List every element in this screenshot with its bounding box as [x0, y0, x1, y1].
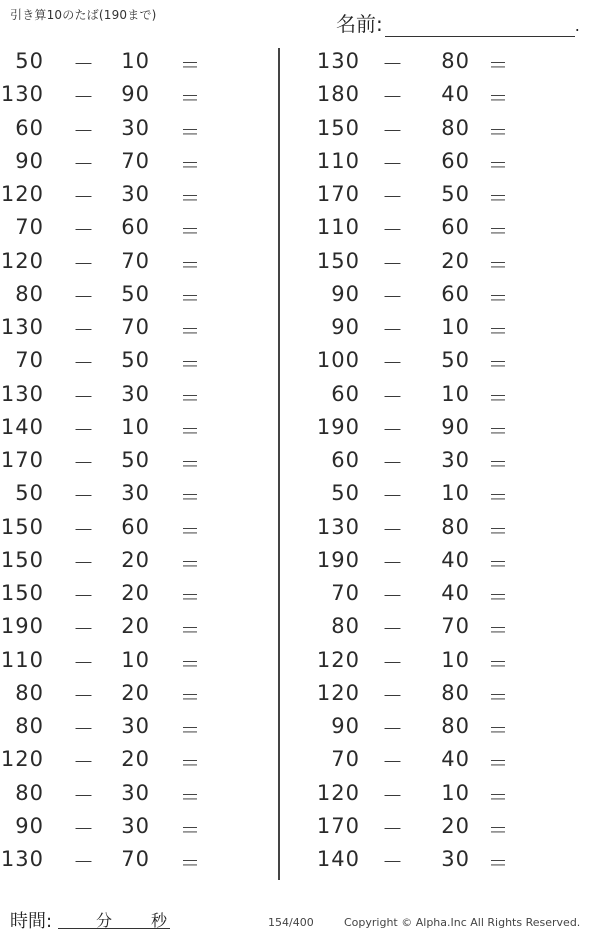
- subtrahend: 40: [441, 82, 470, 107]
- equals-sign: ＝: [488, 684, 508, 709]
- minus-sign: －: [382, 351, 403, 376]
- subtrahend: 10: [441, 647, 470, 672]
- subtrahend: 70: [121, 315, 150, 339]
- minuend: 80: [331, 614, 360, 639]
- minus-sign: －: [382, 417, 403, 442]
- subtrahend: 10: [441, 381, 470, 406]
- minus-sign: －: [73, 617, 94, 642]
- minus-sign: －: [73, 584, 94, 608]
- minus-sign: －: [73, 717, 94, 741]
- minuend: 100: [316, 348, 360, 373]
- subtrahend: 70: [121, 847, 150, 871]
- minus-sign: －: [382, 284, 403, 309]
- subtrahend: 90: [121, 82, 150, 107]
- minuend: 90: [15, 148, 44, 173]
- subtrahend: 60: [441, 281, 470, 306]
- minuend: 110: [316, 215, 360, 240]
- minus-sign: －: [382, 717, 403, 741]
- equals-sign: ＝: [488, 385, 508, 410]
- minuend: 150: [0, 514, 44, 539]
- minuend: 120: [316, 647, 360, 672]
- subtrahend: 20: [121, 581, 150, 605]
- subtrahend: 10: [441, 481, 470, 506]
- subtrahend: 30: [121, 115, 150, 140]
- minuend: 50: [15, 49, 44, 73]
- equals-sign: ＝: [488, 518, 508, 543]
- minuend: 110: [0, 647, 44, 672]
- equals-sign: ＝: [488, 285, 508, 310]
- minus-sign: －: [73, 850, 94, 874]
- minus-sign: －: [73, 185, 94, 209]
- minus-sign: －: [382, 484, 403, 509]
- equals-sign: ＝: [488, 319, 508, 343]
- subtrahend: 30: [121, 381, 150, 406]
- equals-sign: ＝: [488, 252, 508, 277]
- minus-sign: －: [382, 816, 403, 841]
- minuend: 50: [15, 481, 44, 506]
- subtrahend: 10: [121, 647, 150, 672]
- equals-sign: ＝: [180, 285, 200, 310]
- name-end-dot: .: [574, 16, 580, 35]
- subtrahend: 70: [441, 614, 470, 639]
- minuend: 190: [316, 414, 360, 439]
- minuend: 90: [331, 714, 360, 738]
- equals-sign: ＝: [488, 219, 508, 244]
- subtrahend: 40: [441, 581, 470, 605]
- minus-sign: －: [382, 251, 403, 276]
- minus-sign: －: [73, 351, 94, 376]
- minus-sign: －: [382, 185, 403, 209]
- seconds-label: 秒: [151, 911, 168, 930]
- equals-sign: ＝: [488, 817, 508, 842]
- minuend: 140: [0, 414, 44, 439]
- minus-sign: －: [382, 318, 403, 342]
- minus-sign: －: [382, 550, 403, 575]
- name-label: 名前:: [336, 12, 383, 36]
- column-divider: [278, 48, 280, 880]
- subtrahend: 60: [121, 514, 150, 539]
- minuend: 170: [316, 182, 360, 206]
- minus-sign: －: [73, 750, 94, 775]
- minuend: 150: [0, 547, 44, 572]
- equals-sign: ＝: [180, 618, 200, 643]
- minuend: 130: [0, 82, 44, 107]
- minus-sign: －: [382, 683, 403, 708]
- subtrahend: 10: [441, 315, 470, 339]
- subtrahend: 60: [121, 215, 150, 240]
- minuend: 140: [316, 847, 360, 871]
- equals-sign: ＝: [180, 684, 200, 709]
- minus-sign: －: [382, 451, 403, 475]
- subtrahend: 10: [121, 49, 150, 73]
- minus-sign: －: [73, 816, 94, 841]
- equals-sign: ＝: [488, 485, 508, 510]
- minuend: 50: [331, 481, 360, 506]
- subtrahend: 30: [121, 780, 150, 805]
- minuend: 120: [316, 680, 360, 705]
- subtrahend: 80: [441, 714, 470, 738]
- subtrahend: 50: [121, 281, 150, 306]
- minuend: 150: [316, 248, 360, 273]
- minus-sign: －: [73, 451, 94, 475]
- equals-sign: ＝: [180, 319, 200, 343]
- minuend: 190: [0, 614, 44, 639]
- minuend: 130: [316, 514, 360, 539]
- subtrahend: 50: [121, 348, 150, 373]
- minuend: 80: [15, 780, 44, 805]
- minus-sign: －: [73, 251, 94, 276]
- equals-sign: ＝: [488, 851, 508, 875]
- minuend: 80: [15, 680, 44, 705]
- minuend: 130: [0, 381, 44, 406]
- equals-sign: ＝: [180, 186, 200, 210]
- minuend: 190: [316, 547, 360, 572]
- subtrahend: 20: [441, 248, 470, 273]
- minuend: 130: [0, 315, 44, 339]
- equals-sign: ＝: [488, 352, 508, 377]
- equals-sign: ＝: [488, 751, 508, 776]
- equals-sign: ＝: [180, 452, 200, 476]
- minus-sign: －: [382, 52, 403, 76]
- minus-sign: －: [382, 85, 403, 110]
- subtrahend: 30: [441, 847, 470, 871]
- subtrahend: 50: [121, 448, 150, 472]
- minus-sign: －: [382, 118, 403, 143]
- worksheet-title: 引き算10のたば(190まで): [10, 8, 157, 22]
- minuend: 120: [0, 182, 44, 206]
- minus-sign: －: [73, 484, 94, 509]
- minuend: 70: [331, 581, 360, 605]
- minutes-label: 分: [96, 911, 113, 930]
- equals-sign: ＝: [180, 651, 200, 676]
- minus-sign: －: [73, 85, 94, 110]
- minus-sign: －: [382, 517, 403, 542]
- page-number: 154/400: [268, 916, 314, 929]
- equals-sign: ＝: [488, 551, 508, 576]
- minus-sign: －: [73, 517, 94, 542]
- equals-sign: ＝: [180, 86, 200, 111]
- minus-sign: －: [73, 550, 94, 575]
- minuend: 70: [15, 215, 44, 240]
- minus-sign: －: [382, 584, 403, 608]
- equals-sign: ＝: [488, 119, 508, 144]
- equals-sign: ＝: [488, 618, 508, 643]
- equals-sign: ＝: [488, 53, 508, 77]
- equals-sign: ＝: [180, 784, 200, 809]
- minus-sign: －: [382, 650, 403, 675]
- minuend: 170: [316, 813, 360, 838]
- minuend: 180: [316, 82, 360, 107]
- minus-sign: －: [73, 384, 94, 409]
- equals-sign: ＝: [488, 784, 508, 809]
- equals-sign: ＝: [180, 385, 200, 410]
- equals-sign: ＝: [180, 219, 200, 244]
- minus-sign: －: [382, 850, 403, 874]
- equals-sign: ＝: [488, 452, 508, 476]
- minuend: 60: [331, 448, 360, 472]
- equals-sign: ＝: [180, 352, 200, 377]
- subtrahend: 30: [121, 813, 150, 838]
- minuend: 150: [0, 581, 44, 605]
- subtrahend: 80: [441, 514, 470, 539]
- subtrahend: 80: [441, 680, 470, 705]
- subtrahend: 10: [441, 780, 470, 805]
- subtrahend: 20: [121, 680, 150, 705]
- equals-sign: ＝: [180, 551, 200, 576]
- minuend: 120: [316, 780, 360, 805]
- minuend: 120: [0, 248, 44, 273]
- minus-sign: －: [73, 218, 94, 243]
- minus-sign: －: [382, 750, 403, 775]
- minuend: 130: [316, 49, 360, 73]
- subtrahend: 50: [441, 348, 470, 373]
- minuend: 130: [0, 847, 44, 871]
- subtrahend: 80: [441, 115, 470, 140]
- equals-sign: ＝: [180, 418, 200, 443]
- subtrahend: 40: [441, 547, 470, 572]
- minus-sign: －: [73, 417, 94, 442]
- equals-sign: ＝: [180, 53, 200, 77]
- equals-sign: ＝: [488, 585, 508, 609]
- equals-sign: ＝: [488, 651, 508, 676]
- minus-sign: －: [73, 783, 94, 808]
- equals-sign: ＝: [488, 718, 508, 742]
- subtrahend: 70: [121, 248, 150, 273]
- subtrahend: 20: [121, 547, 150, 572]
- equals-sign: ＝: [180, 585, 200, 609]
- minus-sign: －: [73, 650, 94, 675]
- minuend: 170: [0, 448, 44, 472]
- equals-sign: ＝: [180, 817, 200, 842]
- minus-sign: －: [73, 151, 94, 176]
- minus-sign: －: [73, 284, 94, 309]
- equals-sign: ＝: [488, 186, 508, 210]
- minus-sign: －: [73, 52, 94, 76]
- name-field: [336, 8, 580, 37]
- minus-sign: －: [73, 118, 94, 143]
- minus-sign: －: [382, 617, 403, 642]
- minuend: 60: [331, 381, 360, 406]
- subtrahend: 30: [121, 714, 150, 738]
- minus-sign: －: [382, 783, 403, 808]
- equals-sign: ＝: [488, 418, 508, 443]
- minus-sign: －: [73, 318, 94, 342]
- subtrahend: 90: [441, 414, 470, 439]
- copyright-notice: Copyright © Alpha.Inc All Rights Reserved.: [344, 916, 581, 929]
- minuend: 70: [331, 747, 360, 772]
- minus-sign: －: [382, 218, 403, 243]
- equals-sign: ＝: [180, 518, 200, 543]
- minuend: 120: [0, 747, 44, 772]
- equals-sign: ＝: [180, 718, 200, 742]
- minus-sign: －: [382, 384, 403, 409]
- minuend: 80: [15, 281, 44, 306]
- equals-sign: ＝: [180, 485, 200, 510]
- minus-sign: －: [73, 683, 94, 708]
- equals-sign: ＝: [180, 119, 200, 144]
- minuend: 110: [316, 148, 360, 173]
- minuend: 90: [331, 281, 360, 306]
- subtrahend: 60: [441, 148, 470, 173]
- equals-sign: ＝: [488, 152, 508, 177]
- equals-sign: ＝: [180, 851, 200, 875]
- subtrahend: 20: [121, 614, 150, 639]
- minuend: 80: [15, 714, 44, 738]
- minuend: 90: [331, 315, 360, 339]
- worksheet-footer: [0, 907, 600, 935]
- subtrahend: 80: [441, 49, 470, 73]
- subtrahend: 70: [121, 148, 150, 173]
- subtrahend: 20: [441, 813, 470, 838]
- equals-sign: ＝: [180, 252, 200, 277]
- equals-sign: ＝: [180, 152, 200, 177]
- subtrahend: 30: [441, 448, 470, 472]
- time-label: 時間:: [10, 911, 53, 932]
- subtrahend: 60: [441, 215, 470, 240]
- subtrahend: 30: [121, 481, 150, 506]
- minuend: 90: [15, 813, 44, 838]
- subtrahend: 50: [441, 182, 470, 206]
- minuend: 150: [316, 115, 360, 140]
- equals-sign: ＝: [180, 751, 200, 776]
- subtrahend: 10: [121, 414, 150, 439]
- equals-sign: ＝: [488, 86, 508, 111]
- subtrahend: 20: [121, 747, 150, 772]
- minuend: 60: [15, 115, 44, 140]
- minus-sign: －: [382, 151, 403, 176]
- name-blank-line: [385, 18, 575, 37]
- minuend: 70: [15, 348, 44, 373]
- subtrahend: 40: [441, 747, 470, 772]
- subtrahend: 30: [121, 182, 150, 206]
